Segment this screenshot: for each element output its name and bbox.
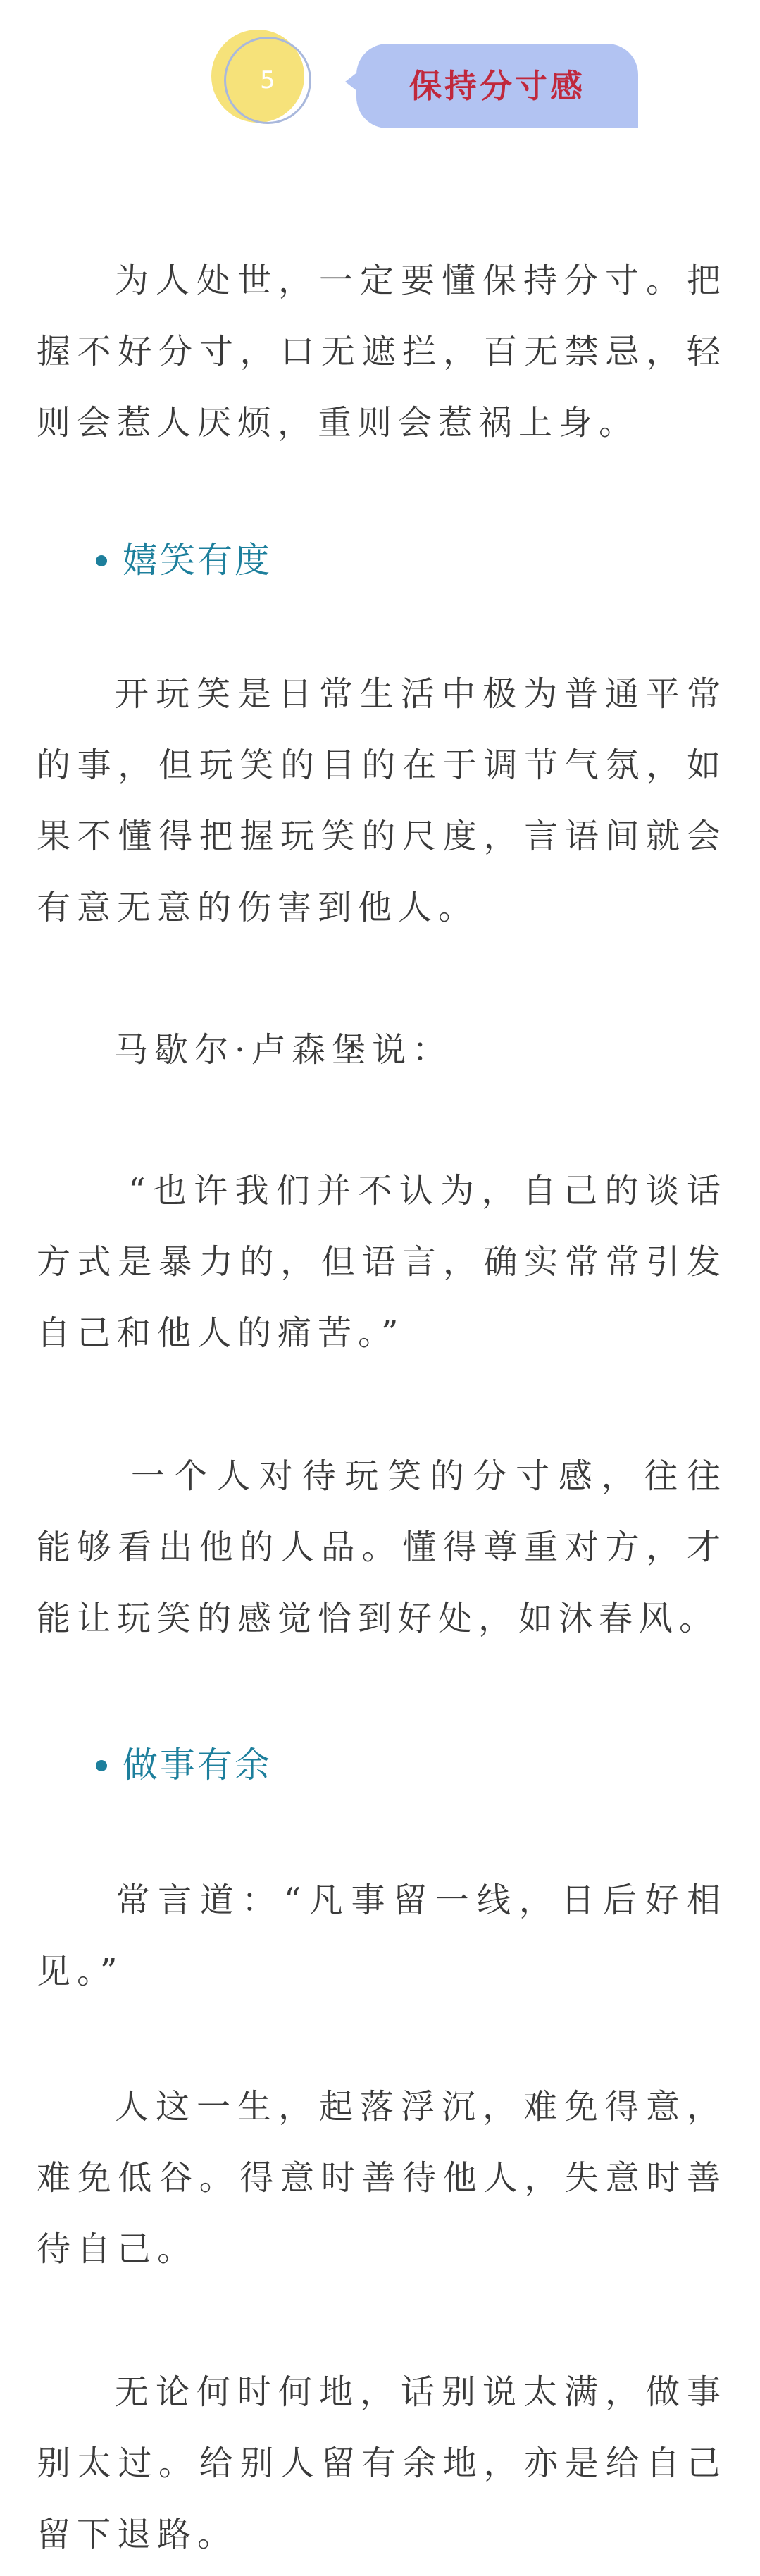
paragraph-text: 马歇尔·卢森堡说： (114, 1030, 453, 1070)
paragraph-text: 人这一生，起落浮沉，难免得意，难免低谷。得意时善待他人，失意时善待自己。 (37, 2087, 727, 2269)
paragraph (37, 1865, 727, 2007)
paragraph-text: 常言道：“凡事留一线，日后好相见。” (37, 1881, 727, 1991)
paragraph (37, 659, 727, 943)
paragraph (37, 245, 727, 459)
subheading: 做事有余 (123, 1745, 272, 1785)
paragraph-text: 开玩笑是日常生活中极为普通平常的事，但玩笑的目的在于调节气氛，如果不懂得把握玩笑的尺度，言语间就会有意无意的伤害到他人。 (37, 674, 727, 927)
title-bubble (356, 44, 638, 128)
paragraph (37, 2357, 727, 2570)
paragraph (37, 1441, 727, 1654)
paragraph-text: “也许我们并不认为，自己的谈话方式是暴力的，但语言，确实常常引发自己和他人的痛苦。” (37, 1171, 727, 1353)
bullet-icon (96, 555, 107, 566)
quote-paragraph (37, 1156, 727, 1369)
paragraph-text: 无论何时何地，话别说太满，做事别太过。给别人留有余地，亦是给自己留下退路。 (37, 2372, 727, 2554)
bullet-icon (96, 1760, 107, 1771)
section-number: 5 (260, 66, 275, 94)
paragraph (37, 1015, 727, 1086)
subheading: 嬉笑有度 (123, 540, 272, 581)
section-title: 保持分寸感 (409, 67, 585, 105)
paragraph-text: 一个人对待玩笑的分寸感，往往能够看出他的人品。懂得尊重对方，才能让玩笑的感觉恰到好处，如沐春风。 (37, 1456, 727, 1638)
paragraph-text: 为人处世，一定要懂保持分寸。把握不好分寸，口无遮拦，百无禁忌，轻则会惹人厌烦，重则会惹祸上身。 (37, 261, 727, 442)
section-header (0, 0, 760, 141)
paragraph (37, 2072, 727, 2285)
